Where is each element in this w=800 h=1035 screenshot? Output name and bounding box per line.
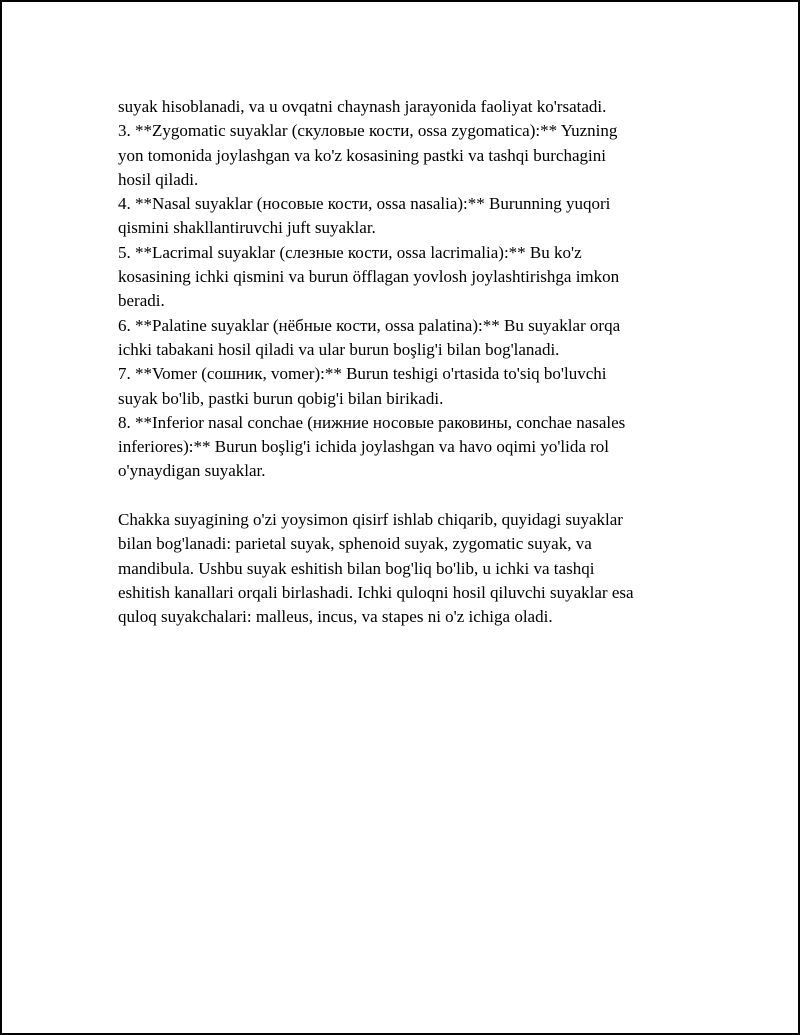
list-item-palatine: 6. **Palatine suyaklar (нёбные кости, ossa palatina):** Bu suyaklar orqa — [118, 315, 621, 335]
paragraph-line: eshitish kanallari orqali birlashadi. Ichki quloqni hosil qiluvchi suyaklar esa — [118, 582, 634, 602]
paragraph-line: Chakka suyagining o'zi yoysimon qisirf ishlab chiqarib, quyidagi suyaklar — [118, 510, 623, 530]
text-line: kosasining ichki qismini va burun öfflagan yovlosh joylashtirishga imkon — [118, 267, 620, 287]
text-line: ichki tabakani hosil qiladi va ular burun boşlig'i bilan bog'lanadi. — [118, 339, 560, 359]
text-line: inferiores):** Burun boşlig'i ichida joylashgan va havo oqimi yo'lida rol — [118, 437, 610, 457]
text-line: o'ynaydigan suyaklar. — [118, 461, 266, 481]
text-line: suyak bo'lib, pastki burun qobig'i bilan birikadi. — [118, 388, 444, 408]
paragraph-line: bilan bog'lanadi: parietal suyak, sphenoid suyak, zygomatic suyak, va — [118, 534, 592, 554]
paragraph-spacer — [118, 484, 688, 508]
text-line: suyak hisoblanadi, va u ovqatni chaynash jarayonida faoliyat ko'rsatadi. — [118, 97, 607, 116]
text-line: yon tomonida joylashgan va ko'z kosasining pastki va tashqi burchagini — [118, 145, 606, 165]
paragraph-line: quloq suyakchalari: malleus, incus, va stapes ni o'z ichiga oladi. — [118, 607, 553, 627]
list-item-nasal: 4. **Nasal suyaklar (носовые кости, ossa nasalia):** Burunning yuqori — [118, 194, 611, 214]
text-line: hosil qiladi. — [118, 169, 199, 189]
document-body — [118, 95, 688, 630]
text-line: qismini shakllantiruvchi juft suyaklar. — [118, 218, 376, 238]
list-item-zygomatic: 3. **Zygomatic suyaklar (скуловые кости, ossa zygomatica):** Yuzning — [118, 121, 618, 141]
list-item-lacrimal: 5. **Lacrimal suyaklar (слезные кости, ossa lacrimalia):** Bu ko'z — [118, 242, 582, 262]
list-item-vomer: 7. **Vomer (сошник, vomer):** Burun teshigi o'rtasida to'siq bo'luvchi — [118, 364, 607, 384]
text-line: beradi. — [118, 291, 165, 311]
paragraph-line: mandibula. Ushbu suyak eshitish bilan bog'liq bo'lib, u ichki va tashqi — [118, 558, 595, 578]
list-item-inferior-nasal-conchae: 8. **Inferior nasal conchae (нижние носовые раковины, conchae nasales — [118, 412, 626, 432]
